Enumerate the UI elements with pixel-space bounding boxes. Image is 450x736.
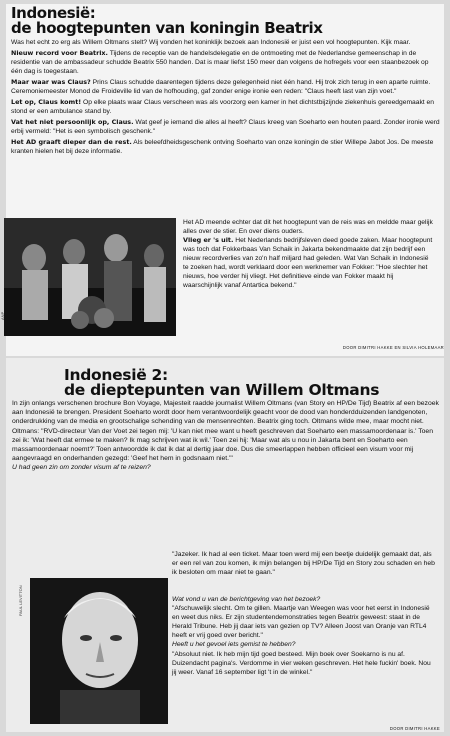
lead-phrase: Vlieg er 's uit. — [183, 236, 234, 244]
article2-question-3: Heeft u het gevoel iets gemist te hebben? — [172, 641, 296, 649]
paragraph-body: Wat geef je iemand die alles al heeft? Claus kreeg van Soeharto een houten paard. Zonder ironie werd erbij vermeld: "Het is een symbolisch geschenk." — [11, 119, 440, 135]
article1-paragraph-3 — [11, 98, 440, 116]
paragraph-body: Prins Claus schudde daarentegen tijdens deze gelegenheid niet één hand. Hij trok zich terug in een aparte ruimte. Ceremoniemeester Monod de Froideville lid van de hofhouding, gaf zonder enige ironie een reden: "Claus heeft last van zijn voet." — [11, 79, 431, 95]
article2-paragraph-2: Oltmans: "RVD-directeur Van der Voet zei tegen mij: 'U kan niet mee want u heeft geschreven dat Soeharto een massamoordenaar is.' Toen zei ik: 'Wat heeft dat ermee te maken? Ik mag schrijven wat ik wil.' Toen zei hij: 'Maar wat als u nou in Jakarta bent en Soeharto een massamoordenaar noemt?' Toen antwoordde ik dat ik dat al dertig jaar doe. Dus die smeerlappen hebben officieel een visum voor mij aangevraagd en onderhanden gezegd: 'Geef het hem in godsnaam niet.'" — [12, 427, 433, 463]
lead-phrase: Maar waar was Claus? — [11, 78, 91, 86]
article2-answer-3: "Absoluut niet. Ik heb mijn tijd goed besteed. Mijn boek over Soekarno is nu af. Duizendacht pagina's. Verdomme in vier weken geschreven. Het hele fuckin' boek. Nou jij weer. Vanaf 16 september ligt 't in de winkel." — [172, 650, 431, 676]
article1-paragraph-5 — [11, 138, 440, 156]
article2-byline: DOOR DIMITRI HAKKE — [389, 726, 440, 731]
photo2-credit: PAUL LEVITTON — [18, 585, 23, 616]
column-text: Het AD meende echter dat dit het hoogtepunt van de reis was en meldde maar gelijk alles over de stier. En over diens ouders. — [183, 219, 433, 235]
answer-text: "Jazeker. Ik had al een ticket. Maar toen werd mij een beetje duidelijk gemaakt dat, als er een rel van zou komen, ik mijn belangen bij HP/De Tijd en Story zou schaden en heb ik besloten om maar niet te gaan." — [172, 551, 435, 577]
article2-title — [64, 368, 438, 398]
article1-right-column — [183, 218, 433, 290]
photo-willem-oltmans — [30, 578, 168, 724]
article2-answer-1 — [172, 550, 436, 578]
lead-phrase: Het AD graaft dieper dan de rest. — [11, 138, 132, 146]
paragraph-body: Tijdens de receptie van de handelsdelegatie en de ontmoeting met de Nederlandse gemeenschap in de residentie van de ambassadeur schudde Beatrix 550 handen. Dat is maar liefst 150 meer dan volgens de hofregels voor een staanbezoek op één dag is toegestaan. — [11, 50, 429, 75]
photo1-credit: ANP — [0, 311, 5, 320]
lead-phrase: Vat het niet persoonlijk op, Claus. — [11, 118, 134, 126]
article1-paragraph-2 — [11, 78, 440, 96]
article2-question-1: U had geen zin om zonder visum af te reizen? — [12, 464, 151, 472]
photo-royal-visit — [4, 218, 176, 336]
article2-question-2: Wat vond u van de berichtgeving van het bezoek? — [172, 596, 321, 603]
paragraph-body: Het Nederlands bedrijfsleven deed goede zaken. Maar hoogtepunt was toch dat Fokkerbaas Van Schaik in Jakarta bekendmaakte dat zijn bedrijf een nieuw recordverlies van zo'n half miljard had geleden. Wat Van Schaik in Indonesië te zoeken had, wordt verklaard door een werknemer van Fokker: "Hoe slechter het nieuws, hoe verder hij vliegt. Het definitieve einde van Fokker maakt hij waarschijnlijk vanaf Antartica bekend." — [183, 237, 433, 289]
photo-crowd-illustration — [4, 218, 176, 336]
article2-body — [12, 399, 440, 473]
article1-title-line1: Indonesië: — [11, 4, 96, 22]
column-paragraph — [183, 236, 433, 290]
article2-title-line1: Indonesië 2: — [64, 366, 168, 384]
paragraph-body: Op elke plaats waar Claus verscheen was als voorzorg een kamer in het dichtstbijzijnde ziekenhuis gereedgemaakt en stond er een ambulance stand by. — [11, 99, 434, 115]
lead-phrase: Nieuw record voor Beatrix. — [11, 49, 108, 57]
article2-title-line2: de dieptepunten van Willem Oltmans — [64, 381, 380, 399]
article1-paragraph-4 — [11, 118, 440, 136]
article1-intro: Was het echt zo erg als Willem Oltmans stelt? Wij vonden het koninklijk bezoek aan Indonesië er juist een vol hoogtepunten. Kijk maar. — [11, 39, 411, 46]
article1-byline: DOOR DIMITRI HAKKE EN SILVIA HOLEMAAR — [342, 345, 444, 350]
article2-answer-2: "Afschuwelijk slecht. Om te gillen. Maartje van Weegen was voor het eerst in Indonesië en weet dus niks. Er zijn studentendemonstraties tegen Beatrix geweest: staat in de Herald Tribune. Heb jij daar iets van gezien op TV? Alleen Joost van Oranje van RTL4 heeft er vrij goed over bericht." — [172, 605, 430, 640]
paragraph-body: Als beleefdheidsgeschenk ontving Soeharto van onze koningin de stier Willepe Jabot Jos. De meeste kranten hielen het bij deze informatie. — [11, 139, 434, 155]
article1-title — [11, 6, 440, 36]
article2-right-column — [172, 595, 436, 677]
article1-title-line2: de hoogtepunten van koningin Beatrix — [11, 19, 323, 37]
portrait-illustration — [30, 578, 168, 724]
lead-phrase: Let op, Claus komt! — [11, 98, 82, 106]
article1-paragraph-1 — [11, 49, 440, 76]
article2-paragraph-1: In zijn onlangs verschenen brochure Bon Voyage, Majesteit raadde journalist Willem Oltmans (van Story en HP/De Tijd) Beatrix af een bezoek aan Indonesië te brengen. President Soeharto wordt door hem verantwoordelijk geacht voor de dood van honderdduizenden landgenoten, onderdrukking van de media en grootschalige schending van de mensenrechten. Beatrix ging toch. Oltmans wilde mee, maar mocht niet. — [12, 400, 439, 426]
